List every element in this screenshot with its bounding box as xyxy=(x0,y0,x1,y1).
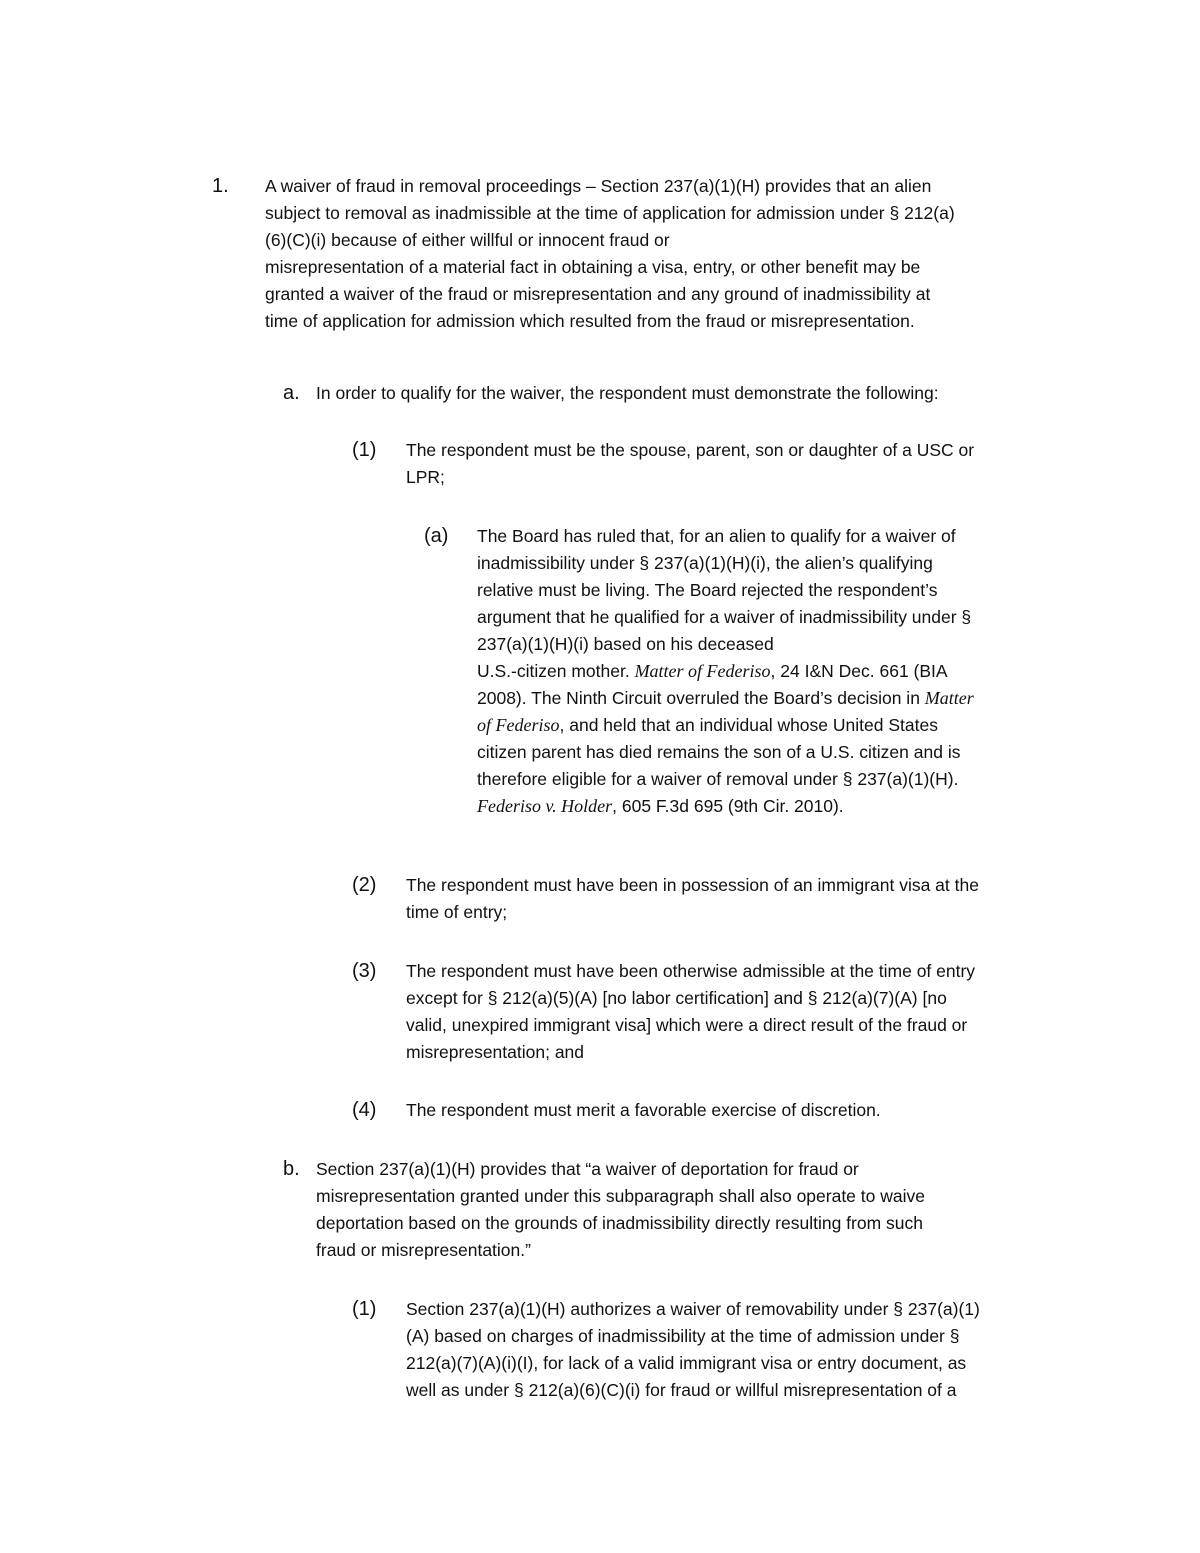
item-b-1-text xyxy=(406,1296,980,1404)
item-a-text xyxy=(316,380,939,407)
item-a-1-a-label: (a) xyxy=(424,525,449,547)
text-line: (A) based on charges of inadmissibility at the time of admission under § xyxy=(406,1326,960,1346)
text-line: misrepresentation; and xyxy=(406,1042,585,1062)
item-b-label: b. xyxy=(283,1158,300,1180)
item-a-4-text xyxy=(406,1097,881,1124)
text-run: U.S.-citizen mother. xyxy=(477,661,635,681)
text-line: Section 237(a)(1)(H) provides that “a waiver of deportation for fraud or xyxy=(316,1159,859,1179)
item-b-1-label: (1) xyxy=(352,1298,377,1320)
text-line: LPR; xyxy=(406,467,445,487)
text-line xyxy=(477,712,974,739)
text-run: , 605 F.3d 695 (9th Cir. 2010). xyxy=(612,796,844,816)
item-a-label: a. xyxy=(283,382,300,404)
text-line: argument that he qualified for a waiver of inadmissibility under § xyxy=(477,607,972,627)
text-line: 212(a)(7)(A)(i)(I), for lack of a valid immigrant visa or entry document, as xyxy=(406,1353,967,1373)
text-line: In order to qualify for the waiver, the respondent must demonstrate the following: xyxy=(316,383,939,403)
text-line: The respondent must merit a favorable exercise of discretion. xyxy=(406,1100,881,1120)
item-b-text xyxy=(316,1156,925,1264)
text-line: deportation based on the grounds of inadmissibility directly resulting from such xyxy=(316,1213,923,1233)
item-a-1-text xyxy=(406,437,974,491)
text-line: The respondent must be the spouse, parent, son or daughter of a USC or xyxy=(406,440,975,460)
text-line: The respondent must have been in possession of an immigrant visa at the xyxy=(406,875,979,895)
text-line: time of entry; xyxy=(406,902,508,922)
text-line: misrepresentation granted under this subparagraph shall also operate to waive xyxy=(316,1186,925,1206)
item-a-2-label: (2) xyxy=(352,874,377,896)
text-line xyxy=(477,793,974,820)
item-a-1-a-text xyxy=(477,523,974,820)
text-line xyxy=(477,685,974,712)
text-line: time of application for admission which resulted from the fraud or misrepresentation. xyxy=(265,311,915,331)
text-line: granted a waiver of the fraud or misrepresentation and any ground of inadmissibility at xyxy=(265,284,931,304)
section-1-number: 1. xyxy=(212,175,229,197)
case-citation: Federiso v. Holder xyxy=(477,796,613,816)
case-citation: of Federiso xyxy=(477,715,560,735)
text-line: relative must be living. The Board rejected the respondent’s xyxy=(477,580,938,600)
item-a-3-label: (3) xyxy=(352,960,377,982)
text-line: 237(a)(1)(H)(i) based on his deceased xyxy=(477,634,774,654)
item-a-4-label: (4) xyxy=(352,1099,377,1121)
text-line: A waiver of fraud in removal proceedings – Section 237(a)(1)(H) provides that an alien xyxy=(265,176,932,196)
text-line: except for § 212(a)(5)(A) [no labor certification] and § 212(a)(7)(A) [no xyxy=(406,988,947,1008)
text-line: well as under § 212(a)(6)(C)(i) for fraud or willful misrepresentation of a xyxy=(406,1380,957,1400)
case-citation: Matter of Federiso xyxy=(634,661,771,681)
item-a-3-text xyxy=(406,958,975,1066)
text-line: citizen parent has died remains the son of a U.S. citizen and is xyxy=(477,742,961,762)
text-run: 2008). The Ninth Circuit overruled the Board’s decision in xyxy=(477,688,925,708)
text-line: fraud or misrepresentation.” xyxy=(316,1240,531,1260)
text-line: The respondent must have been otherwise admissible at the time of entry xyxy=(406,961,976,981)
text-line: (6)(C)(i) because of either willful or innocent fraud or xyxy=(265,230,670,250)
text-line: valid, unexpired immigrant visa] which were a direct result of the fraud or xyxy=(406,1015,968,1035)
text-run: , 24 I&N Dec. 661 (BIA xyxy=(770,661,948,681)
item-a-1-label: (1) xyxy=(352,439,377,461)
text-line: misrepresentation of a material fact in obtaining a visa, entry, or other benefit may be xyxy=(265,257,921,277)
case-citation: Matter xyxy=(924,688,974,708)
item-a-2-text xyxy=(406,872,979,926)
section-1-paragraph xyxy=(265,173,955,335)
text-line xyxy=(477,658,974,685)
text-line: Section 237(a)(1)(H) authorizes a waiver of removability under § 237(a)(1) xyxy=(406,1299,980,1319)
text-line: therefore eligible for a waiver of removal under § 237(a)(1)(H). xyxy=(477,769,959,789)
text-line: subject to removal as inadmissible at the time of application for admission under § 212(a) xyxy=(265,203,955,223)
text-line: The Board has ruled that, for an alien to qualify for a waiver of xyxy=(477,526,956,546)
text-run: , and held that an individual whose United States xyxy=(559,715,938,735)
text-line: inadmissibility under § 237(a)(1)(H)(i), the alien’s qualifying xyxy=(477,553,933,573)
